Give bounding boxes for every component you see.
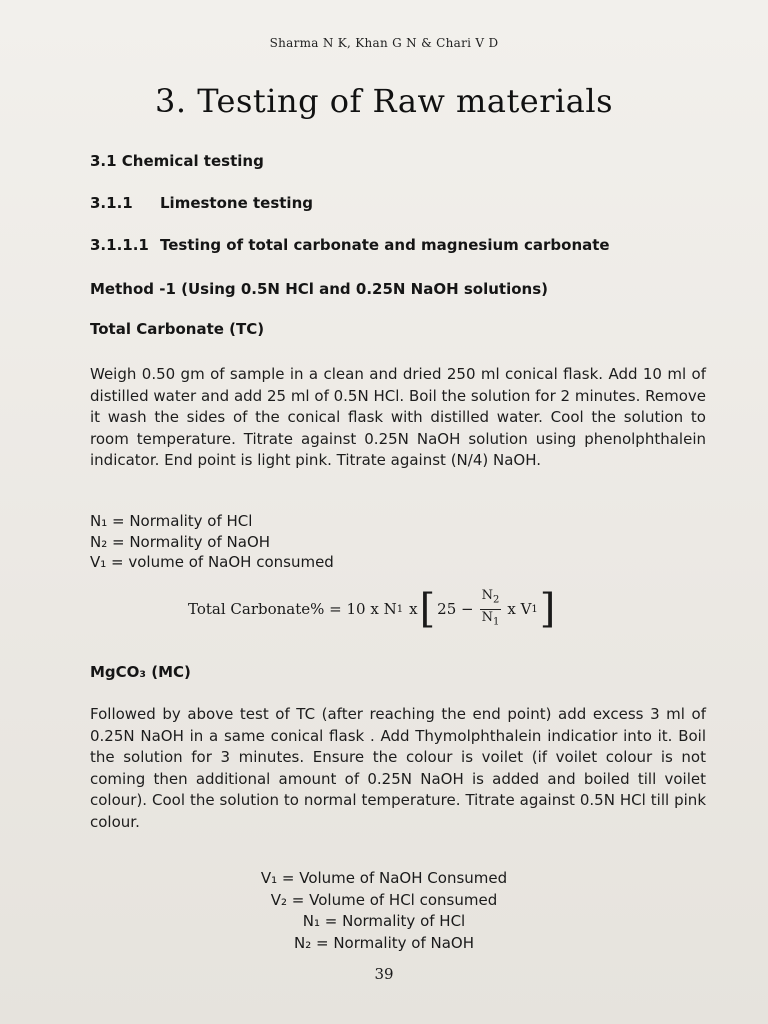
formula-tail: x V <box>507 600 532 619</box>
fraction-numerator: N <box>481 588 493 603</box>
heading-method-1: Method -1 (Using 0.5N HCl and 0.25N NaOH solutions) <box>90 280 548 298</box>
heading-chemical-testing: 3.1 Chemical testing <box>90 152 264 170</box>
paragraph-total-carbonate: Weigh 0.50 gm of sample in a clean and dried 250 ml conical flask. Add 10 ml of distilled water and add 25 ml of 0.5N HCl. Boil the solution for 2 minutes. Remove it wash the sides of the conical flask with distilled water. Cool the solution to room temperature. Titrate against 0.25N NaOH solution using phenolphthalein indicator. End point is light pink. Titrate against (N/4) NaOH. <box>90 365 706 469</box>
running-head: Sharma N K, Khan G N & Chari V D <box>269 36 499 50</box>
chapter-title: 3. Testing of Raw materials <box>154 82 613 120</box>
formula-lhs: Total Carbonate% = 10 x N <box>188 600 397 619</box>
heading-mgco3: MgCO₃ (MC) <box>90 663 191 681</box>
formula-lhs-subscript: 1 <box>396 603 404 615</box>
formula-close-bracket: ] <box>539 586 556 633</box>
fraction-denominator: N <box>481 609 493 625</box>
page-number: 39 <box>374 965 394 983</box>
definition-n2-mc: N₂ = Normality of NaOH <box>293 933 475 952</box>
fraction-denominator-subscript: 1 <box>492 616 500 628</box>
definition-n1-mc: N₁ = Normality of HCl <box>302 912 466 930</box>
formula-tail-subscript: 1 <box>531 603 538 615</box>
heading-limestone-testing: Limestone testing <box>160 194 313 212</box>
paragraph-mgco3: Followed by above test of TC (after reaching the end point) add excess 3 ml of 0.25N NaOH in a same conical flask . Add Thymolphthalein indicatior into it. Boil the solution for 3 minutes. Ensure the colour is voilet (if voilet colour is not coming then additional amount of 0.25N NaOH is added and boiled till voilet colour). Cool the solution to normal temperature. Titrate against 0.5N HCl till pink colour. <box>90 705 706 831</box>
formula-open-bracket: [ <box>419 586 436 633</box>
definitions-mgco3 <box>0 868 768 954</box>
formula-fraction <box>480 588 502 630</box>
heading-carbonate-number: 3.1.1.1 <box>90 236 149 254</box>
heading-limestone-number: 3.1.1 <box>90 194 133 212</box>
formula-inner: 25 − <box>437 600 474 619</box>
heading-total-carbonate: Total Carbonate (TC) <box>90 320 265 338</box>
definitions-total-carbonate <box>90 511 334 573</box>
definition-n2: N₂ = Normality of NaOH <box>90 532 271 551</box>
total-carbonate-formula <box>188 586 557 633</box>
formula-multiply: x <box>409 600 418 619</box>
definition-n1: N₁ = Normality of HCl <box>90 512 253 530</box>
definition-v1-mc: V₁ = Volume of NaOH Consumed <box>260 869 508 887</box>
heading-carbonate-testing: Testing of total carbonate and magnesium carbonate <box>160 236 610 254</box>
fraction-numerator-subscript: 2 <box>492 594 500 606</box>
definition-v2-mc: V₂ = Volume of HCl consumed <box>270 890 498 909</box>
definition-v1: V₁ = volume of NaOH consumed <box>90 553 334 571</box>
